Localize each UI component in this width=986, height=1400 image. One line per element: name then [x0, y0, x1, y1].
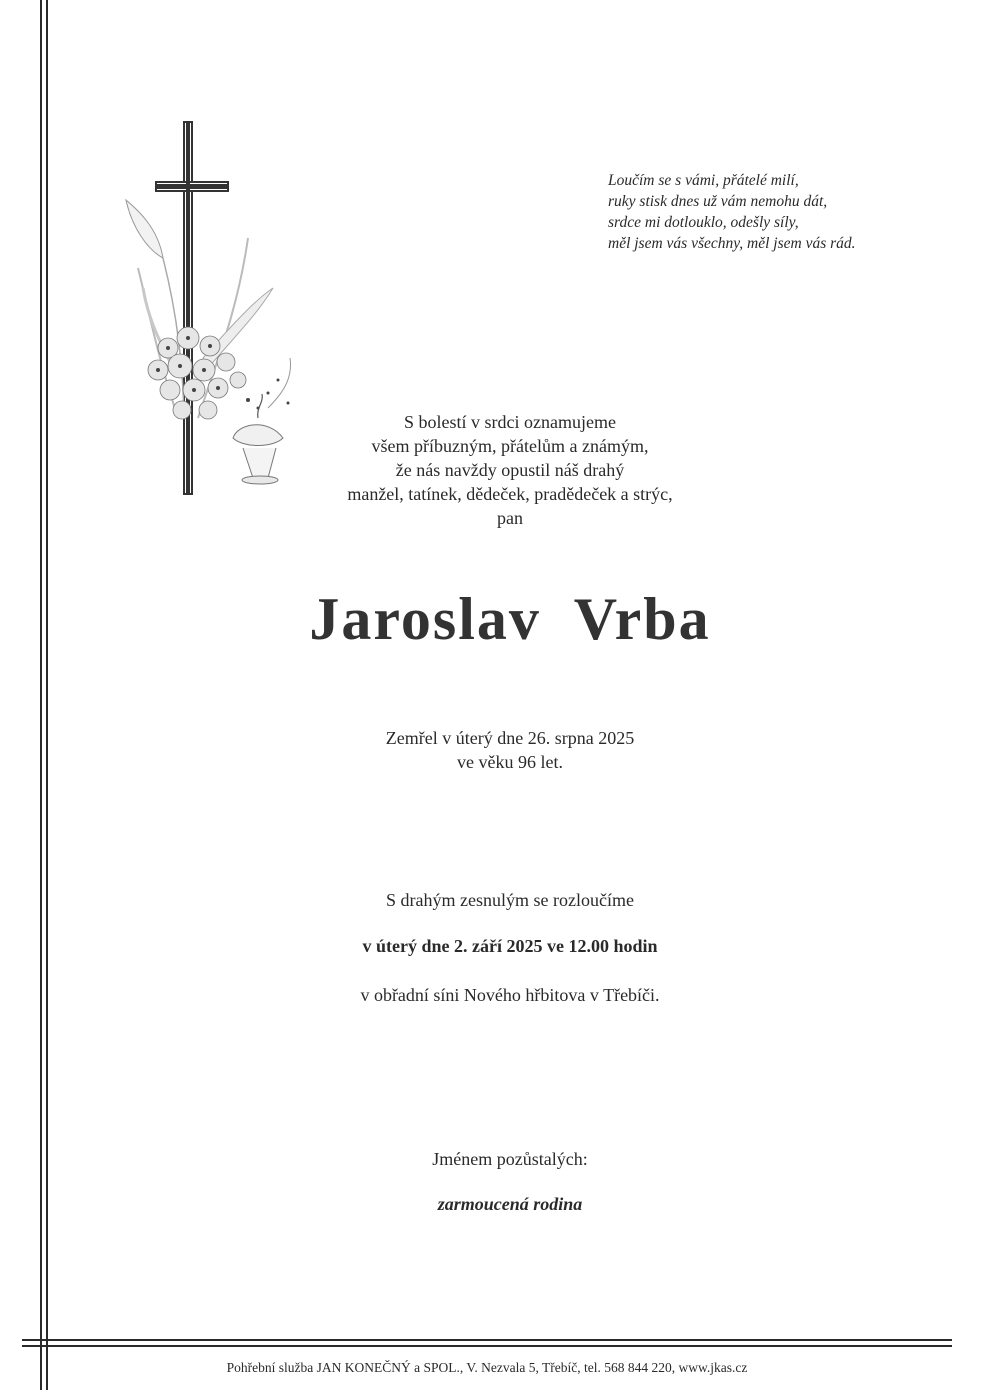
intro-line: S bolestí v srdci oznamujeme [404, 412, 616, 432]
family-signature: zarmoucená rodina [437, 1194, 583, 1214]
deceased-name: Jaroslav Vrba [309, 586, 711, 652]
death-info [260, 726, 760, 774]
death-age: ve věku 96 let. [457, 752, 563, 772]
poem-line: ruky stisk dnes už vám nemohu dát, [608, 193, 828, 210]
bottom-border-line-lower [22, 1345, 952, 1347]
intro-line: že nás navždy opustil náš drahý [395, 460, 625, 480]
death-date: Zemřel v úterý dne 26. srpna 2025 [385, 728, 635, 748]
poem-line: měl jsem vás všechny, měl jsem vás rád. [608, 235, 856, 252]
intro-line: všem příbuzným, přátelům a známým, [371, 436, 649, 456]
poem-line: srdce mi dotlouklo, odešly síly, [608, 214, 799, 231]
left-border-line-outer [40, 0, 42, 1390]
left-border-line-inner [46, 0, 48, 1390]
announcement-intro [260, 410, 760, 530]
funeral-service-footer: Pohřební služba JAN KONEČNÝ a SPOL., V. Nezvala 5, Třebíč, tel. 568 844 220, www.jkas.cz [226, 1360, 748, 1375]
intro-line: manžel, tatínek, dědeček, pradědeček a strýc, [347, 484, 673, 504]
farewell-datetime: v úterý dne 2. září 2025 ve 12.00 hodin [362, 936, 658, 956]
intro-line: pan [497, 508, 523, 528]
poem-line: Loučím se s vámi, přátelé milí, [608, 172, 799, 189]
farewell-intro: S drahým zesnulým se rozloučíme [386, 890, 634, 910]
bottom-border-line-upper [22, 1339, 952, 1341]
farewell-poem [608, 170, 948, 254]
farewell-place: v obřadní síni Nového hřbitova v Třebíči. [360, 985, 660, 1005]
on-behalf-label: Jménem pozůstalých: [432, 1149, 588, 1169]
